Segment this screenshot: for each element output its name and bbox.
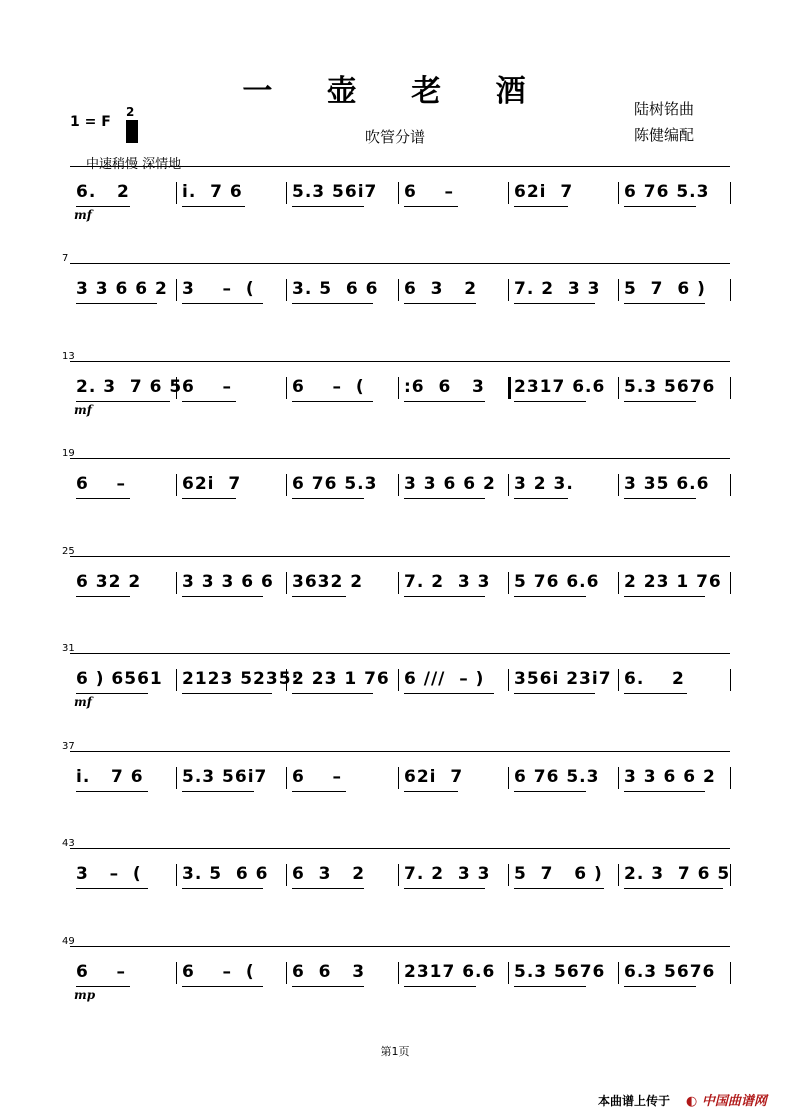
measure: 6 – bbox=[404, 182, 455, 202]
measure: 6 ) 6561 bbox=[76, 669, 163, 689]
meter-divider bbox=[126, 120, 138, 143]
measure: 3 3 6 6 2 bbox=[404, 474, 496, 494]
meter-top: 2 bbox=[126, 105, 135, 119]
underline-beam bbox=[182, 791, 254, 792]
measure: 3 – ( bbox=[182, 279, 255, 299]
barline bbox=[286, 182, 287, 204]
staff-row bbox=[0, 643, 790, 711]
barline bbox=[398, 864, 399, 886]
underline-beam bbox=[624, 596, 705, 597]
measure: 2123 5235: bbox=[182, 669, 300, 689]
tempo-marking: 中速稍慢 深情地 bbox=[86, 157, 182, 172]
barline bbox=[618, 767, 619, 789]
slur-line bbox=[70, 458, 730, 459]
measure: 6.3 5676 bbox=[624, 962, 716, 982]
underline-beam bbox=[76, 596, 130, 597]
barline bbox=[176, 474, 177, 496]
measure: 3632 2 bbox=[292, 572, 364, 592]
measure: 6 3 2 bbox=[292, 864, 366, 884]
measure: 6 – bbox=[76, 962, 127, 982]
measure: 6 – bbox=[182, 377, 233, 397]
site-logo bbox=[686, 1090, 767, 1109]
barline bbox=[730, 377, 731, 399]
measure: 6 76 5.3 bbox=[514, 767, 600, 787]
measure: 5 7 6 ) bbox=[514, 864, 603, 884]
barline bbox=[176, 572, 177, 594]
barline bbox=[286, 279, 287, 301]
underline-beam bbox=[404, 693, 494, 694]
barline bbox=[508, 377, 511, 399]
measure: 5.3 56i7 bbox=[182, 767, 268, 787]
measure: 3 3 6 6 2 bbox=[76, 279, 168, 299]
barline bbox=[286, 767, 287, 789]
measure: 7. 2 3 3 bbox=[404, 864, 491, 884]
measure: 3 – ( bbox=[76, 864, 142, 884]
barline bbox=[618, 864, 619, 886]
slur-line bbox=[70, 556, 730, 557]
logo-icon: ◐ bbox=[686, 1094, 698, 1109]
barline bbox=[730, 767, 731, 789]
staff-row bbox=[0, 164, 790, 224]
measure: 6 /// – ) bbox=[404, 669, 485, 689]
barline bbox=[508, 962, 509, 984]
staff-row bbox=[0, 448, 790, 516]
measure: 2 23 1 76 bbox=[292, 669, 390, 689]
underline-beam bbox=[76, 888, 148, 889]
staff-row bbox=[0, 351, 790, 419]
underline-beam bbox=[182, 206, 245, 207]
underline-beam bbox=[624, 206, 696, 207]
underline-beam bbox=[624, 986, 696, 987]
barline bbox=[176, 962, 177, 984]
page-number: 第1页 bbox=[380, 1045, 410, 1058]
barline bbox=[508, 279, 509, 301]
barline bbox=[176, 182, 177, 204]
barline bbox=[508, 864, 509, 886]
logo-text: 中国曲谱网 bbox=[701, 1094, 767, 1109]
dynamic-marking: mf bbox=[74, 208, 92, 222]
slur-line bbox=[70, 361, 730, 362]
arranger-credit: 陈健编配 bbox=[634, 126, 695, 144]
measure: 356i 23i7 bbox=[514, 669, 612, 689]
barline bbox=[730, 669, 731, 691]
underline-beam bbox=[292, 596, 346, 597]
measure: 62i 7 bbox=[514, 182, 574, 202]
barline bbox=[618, 182, 619, 204]
time-signature bbox=[126, 104, 134, 136]
measure: 3 3 6 6 2 bbox=[624, 767, 716, 787]
slur-line bbox=[70, 751, 730, 752]
bar-number: 7 bbox=[62, 253, 69, 264]
underline-beam bbox=[182, 401, 236, 402]
underline-beam bbox=[514, 206, 568, 207]
measure: 3 3 3 6 6 bbox=[182, 572, 274, 592]
underline-beam bbox=[624, 693, 687, 694]
measure: 6 – ( bbox=[182, 962, 255, 982]
barline bbox=[508, 474, 509, 496]
underline-beam bbox=[514, 401, 586, 402]
underline-beam bbox=[514, 791, 586, 792]
underline-beam bbox=[404, 401, 485, 402]
underline-beam bbox=[182, 888, 263, 889]
staff-row bbox=[0, 546, 790, 614]
underline-beam bbox=[182, 303, 263, 304]
measure: 2317 6.6 bbox=[404, 962, 496, 982]
slur-line bbox=[70, 166, 730, 167]
barline bbox=[176, 767, 177, 789]
staff-row bbox=[0, 253, 790, 321]
barline bbox=[618, 962, 619, 984]
measure: 6 – bbox=[76, 474, 127, 494]
measure: 3 2 3. bbox=[514, 474, 574, 494]
key-signature: 1 = F bbox=[70, 114, 111, 130]
barline bbox=[176, 864, 177, 886]
underline-beam bbox=[514, 693, 595, 694]
barline bbox=[286, 377, 287, 399]
underline-beam bbox=[404, 791, 458, 792]
barline bbox=[286, 572, 287, 594]
bar-number: 25 bbox=[62, 546, 75, 557]
measure: 6 76 5.3 bbox=[624, 182, 710, 202]
bar-number: 49 bbox=[62, 936, 75, 947]
bar-number: 13 bbox=[62, 351, 75, 362]
barline bbox=[730, 962, 731, 984]
slur-line bbox=[70, 653, 730, 654]
underline-beam bbox=[76, 498, 130, 499]
underline-beam bbox=[76, 206, 130, 207]
score-title: 一 壶 老 酒 bbox=[242, 74, 548, 109]
measure: 6 3 2 bbox=[404, 279, 478, 299]
upload-source-text: 本曲谱上传于 bbox=[598, 1094, 671, 1108]
underline-beam bbox=[624, 888, 723, 889]
underline-beam bbox=[514, 596, 586, 597]
score-subtitle: 吹管分谱 bbox=[364, 128, 425, 146]
underline-beam bbox=[292, 401, 373, 402]
slur-line bbox=[70, 263, 730, 264]
measure: 62i 7 bbox=[182, 474, 242, 494]
measure: 2317 6.6 bbox=[514, 377, 606, 397]
underline-beam bbox=[76, 986, 130, 987]
measure: 3 35 6.6 bbox=[624, 474, 710, 494]
barline bbox=[508, 767, 509, 789]
barline bbox=[730, 279, 731, 301]
dynamic-marking: mf bbox=[74, 695, 92, 709]
barline bbox=[398, 669, 399, 691]
barline bbox=[286, 864, 287, 886]
underline-beam bbox=[292, 791, 346, 792]
underline-beam bbox=[182, 986, 263, 987]
measure: 6 6 3 bbox=[292, 962, 366, 982]
staff-row bbox=[0, 741, 790, 809]
staff-row bbox=[0, 936, 790, 1004]
underline-beam bbox=[292, 986, 364, 987]
barline bbox=[398, 182, 399, 204]
underline-beam bbox=[624, 498, 696, 499]
underline-beam bbox=[514, 986, 586, 987]
underline-beam bbox=[404, 498, 485, 499]
underline-beam bbox=[182, 693, 272, 694]
barline bbox=[618, 474, 619, 496]
measure: 2. 3 7 6 5 bbox=[624, 864, 731, 884]
barline bbox=[508, 572, 509, 594]
underline-beam bbox=[514, 303, 595, 304]
bar-number: 19 bbox=[62, 448, 75, 459]
underline-beam bbox=[624, 791, 705, 792]
dynamic-marking: mp bbox=[74, 988, 96, 1002]
underline-beam bbox=[624, 303, 705, 304]
underline-beam bbox=[292, 498, 364, 499]
barline bbox=[618, 377, 619, 399]
underline-beam bbox=[292, 303, 373, 304]
measure: 6 76 5.3 bbox=[292, 474, 378, 494]
measure: 7. 2 3 3 bbox=[514, 279, 601, 299]
measure: 6. 2 bbox=[624, 669, 685, 689]
measure: 2. 3 7 6 5 bbox=[76, 377, 183, 397]
measure: 62i 7 bbox=[404, 767, 464, 787]
measure: 6 – ( bbox=[292, 377, 365, 397]
underline-beam bbox=[514, 498, 568, 499]
underline-beam bbox=[292, 693, 373, 694]
barline bbox=[176, 669, 177, 691]
barline bbox=[508, 182, 509, 204]
staff-row bbox=[0, 838, 790, 906]
barline bbox=[286, 962, 287, 984]
underline-beam bbox=[292, 206, 364, 207]
underline-beam bbox=[404, 303, 476, 304]
measure: 6 32 2 bbox=[76, 572, 142, 592]
barline bbox=[398, 572, 399, 594]
measure: 2 23 1 76 bbox=[624, 572, 722, 592]
measure: 5.3 5676 bbox=[514, 962, 606, 982]
barline bbox=[398, 279, 399, 301]
barline bbox=[398, 767, 399, 789]
barline bbox=[618, 572, 619, 594]
barline bbox=[618, 669, 619, 691]
underline-beam bbox=[404, 206, 458, 207]
barline bbox=[508, 669, 509, 691]
measure: 5.3 56i7 bbox=[292, 182, 378, 202]
underline-beam bbox=[404, 986, 476, 987]
dynamic-marking: mf bbox=[74, 403, 92, 417]
underline-beam bbox=[624, 401, 696, 402]
barline bbox=[730, 182, 731, 204]
slur-line bbox=[70, 848, 730, 849]
measure: 5 7 6 ) bbox=[624, 279, 706, 299]
measure: 3. 5 6 6 bbox=[292, 279, 379, 299]
bar-number: 37 bbox=[62, 741, 75, 752]
barline bbox=[618, 279, 619, 301]
bar-number: 31 bbox=[62, 643, 75, 654]
measure: 6. 2 bbox=[76, 182, 130, 202]
underline-beam bbox=[292, 888, 364, 889]
barline bbox=[398, 474, 399, 496]
underline-beam bbox=[182, 498, 236, 499]
underline-beam bbox=[514, 888, 604, 889]
measure: 5.3 5676 bbox=[624, 377, 716, 397]
underline-beam bbox=[76, 401, 170, 402]
measure: 3. 5 6 6 bbox=[182, 864, 269, 884]
barline bbox=[730, 572, 731, 594]
measure: i. 7 6 bbox=[76, 767, 144, 787]
underline-beam bbox=[76, 791, 148, 792]
slur-line bbox=[70, 946, 730, 947]
barline bbox=[398, 962, 399, 984]
underline-beam bbox=[182, 596, 263, 597]
underline-beam bbox=[76, 693, 148, 694]
measure: i. 7 6 bbox=[182, 182, 243, 202]
barline bbox=[286, 474, 287, 496]
measure: 5 76 6.6 bbox=[514, 572, 600, 592]
measure: 7. 2 3 3 bbox=[404, 572, 491, 592]
barline bbox=[176, 279, 177, 301]
measure: :6 6 3 bbox=[404, 377, 485, 397]
underline-beam bbox=[404, 888, 485, 889]
barline bbox=[730, 474, 731, 496]
bar-number: 43 bbox=[62, 838, 75, 849]
measure: 6 – bbox=[292, 767, 343, 787]
underline-beam bbox=[76, 303, 157, 304]
composer-credit: 陆树铭曲 bbox=[634, 100, 695, 118]
underline-beam bbox=[404, 596, 485, 597]
barline bbox=[398, 377, 399, 399]
